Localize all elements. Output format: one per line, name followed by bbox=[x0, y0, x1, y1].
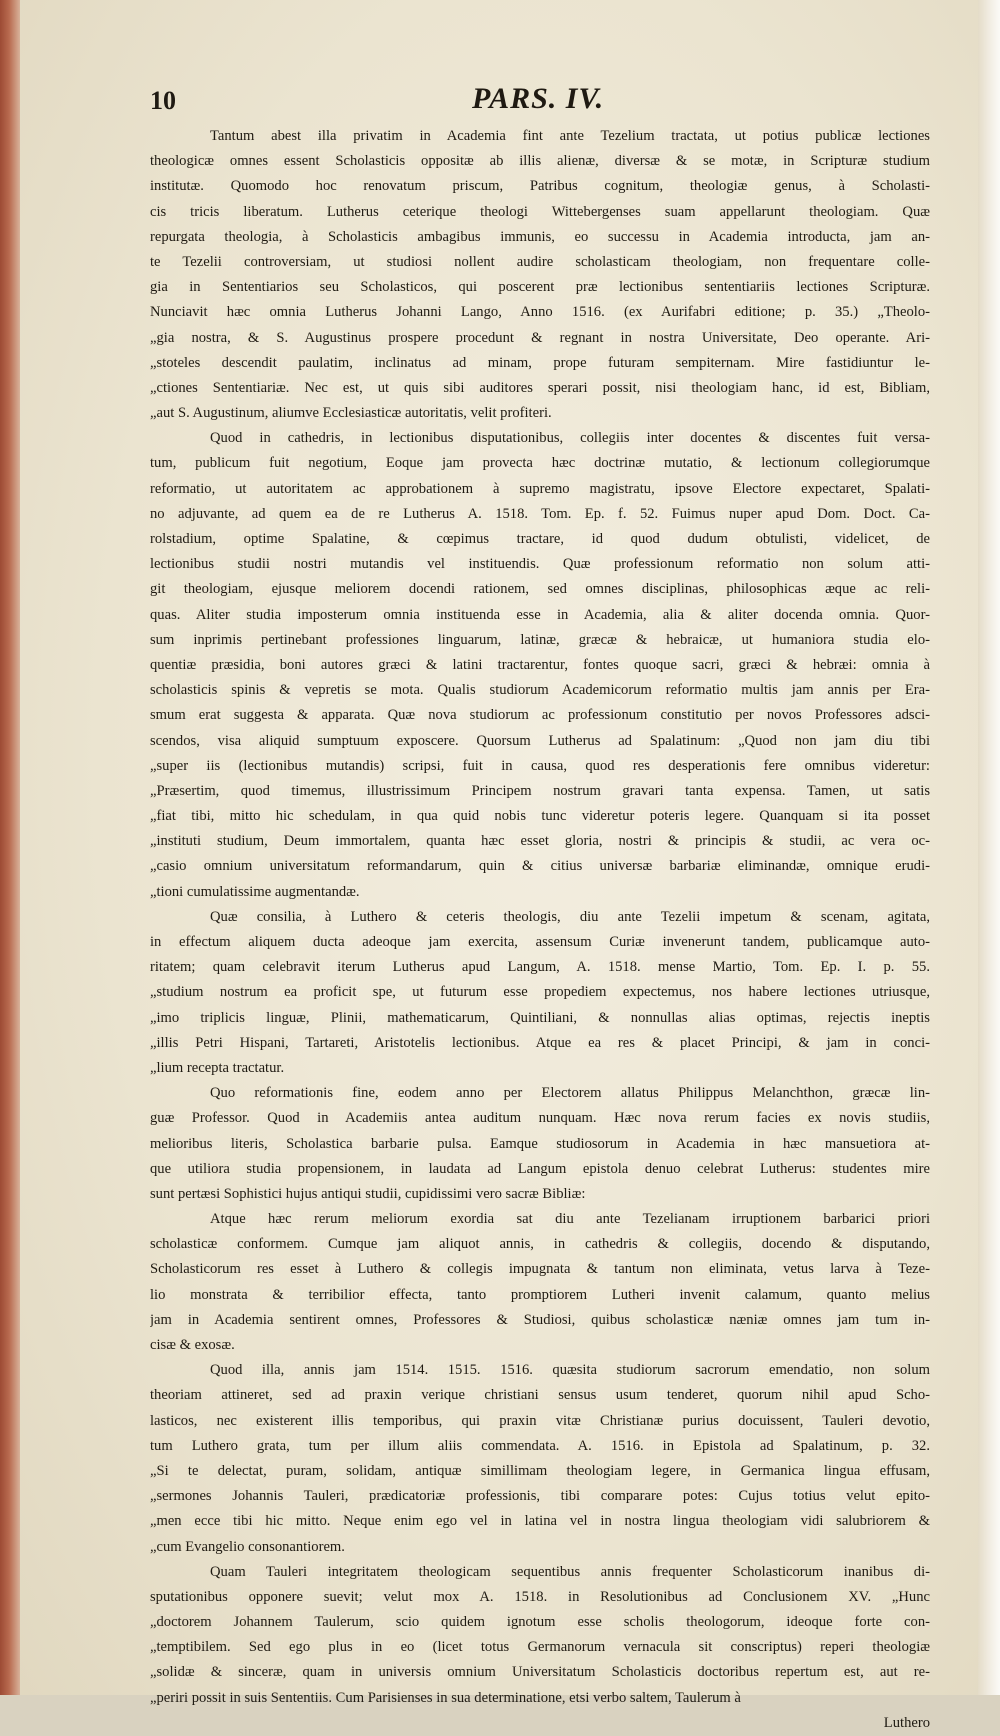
paragraph bbox=[150, 1081, 930, 1207]
text-line: scholasticis spinis & vepretis se mota. Qualis studiorum Academicorum reformatio multis jam annis per Era- bbox=[150, 682, 930, 699]
text-line: lasticos, nec existerent illis temporibus, qui praxin vitæ Christianæ purius docuissent, Tauleri devotio, bbox=[150, 1412, 930, 1429]
text-line: „cum Evangelio consonantiorem. bbox=[150, 1538, 345, 1555]
text-line: tum Luthero grata, tum per illum aliis commendata. A. 1516. in Epistola ad Spalatinum, p. 32. bbox=[150, 1437, 930, 1454]
text-line: Quo reformationis fine, eodem anno per Electorem allatus Philippus Melanchthon, græcæ lin- bbox=[210, 1085, 930, 1102]
text-line: ritatem; quam celebravit iterum Lutherus apud Langum, A. 1518. mense Martio, Tom. Ep. I. p. 55. bbox=[150, 959, 930, 976]
text-line: Atque hæc rerum meliorum exordia sat diu ante Tezelianam irruptionem barbarici priori bbox=[210, 1211, 930, 1228]
text-line: „gia nostra, & S. Augustinus prospere procedunt & regnant in nostra Universitate, Deo operante. Ari- bbox=[150, 329, 930, 346]
text-line: „temptibilem. Sed ego plus in eo (licet totus Germanorum vernacula sit conscriptus) reperi theologiæ bbox=[150, 1639, 930, 1656]
page-number: 10 bbox=[150, 86, 176, 115]
paragraph bbox=[150, 1560, 930, 1711]
text-line: „tioni cumulatissime augmentandæ. bbox=[150, 883, 360, 900]
text-line: „doctorem Johannem Taulerum, scio quidem ignotum esse scholis theologorum, ideoque forte con- bbox=[150, 1614, 930, 1631]
text-line: quas. Aliter studia imposterum omnia instituenda esse in Academia, alia & aliter docenda omnia. Quor- bbox=[150, 606, 930, 623]
paragraph bbox=[150, 426, 930, 905]
text-line: guæ Professor. Quod in Academiis antea auditum nunquam. Hæc nova rerum facies ex novis studiis, bbox=[150, 1110, 930, 1127]
text-line: „solidæ & sinceræ, quam in universis omnium Universitatum Scholasticis doctoribus repertum est, aut re- bbox=[150, 1664, 930, 1681]
text-line: sunt pertæsi Sophistici hujus antiqui studii, cupidissimi vero sacræ Bibliæ: bbox=[150, 1185, 586, 1202]
text-line: „casio omnium universitatum reformandarum, quin & citius universæ barbariæ eliminandæ, omnique erudi- bbox=[150, 858, 930, 875]
text-line: „men ecce tibi hic mitto. Neque enim ego vel in latina vel in nostra lingua theologiam vidi salubriorem & bbox=[150, 1513, 930, 1530]
text-line: Tantum abest illa privatim in Academia fint ante Tezelium tractata, ut potius publicæ lectiones bbox=[210, 128, 930, 144]
text-line: „instituti studium, Deum immortalem, quanta hæc esset gloria, nostri & principis & studii, ac vera oc- bbox=[150, 833, 930, 850]
text-line: sputationibus opponere suevit; velut mox A. 1518. in Resolutionibus ad Conclusionem XV. „Hunc bbox=[150, 1588, 930, 1605]
text-line: Scholasticorum res esset à Luthero & collegis impugnata & tantum non eliminata, vetus larva à Teze- bbox=[150, 1261, 930, 1278]
text-line: „sermones Johannis Tauleri, prædicatoriæ professionis, tibi comparare potes: Cujus totius velut epito- bbox=[150, 1488, 930, 1505]
text-line: melioribus literis, Scholastica barbarie pulsa. Eamque studiosorum in Academia in hæc mansuetiora at- bbox=[150, 1135, 930, 1152]
body-text bbox=[150, 124, 930, 1711]
text-line: git theologiam, ejusque meliorem docendi rationem, sed omnes disciplinas, philosophicas æque ac reli- bbox=[150, 581, 930, 598]
next-page-edge bbox=[978, 0, 1000, 1695]
text-line: scendos, visa aliquid sumptuum exposcere. Quorsum Lutherus ad Spalatinum: „Quod non jam diu tibi bbox=[150, 732, 930, 749]
text-line: cis tricis liberatum. Lutherus ceterique theologi Wittebergenses suam appellarunt theologiam. Quæ bbox=[150, 203, 930, 220]
text-line: Quod illa, annis jam 1514. 1515. 1516. quæsita studiorum sacrorum emendatio, non solum bbox=[210, 1362, 930, 1379]
text-line: „aut S. Augustinum, aliumve Ecclesiasticæ autoritatis, velit profiteri. bbox=[150, 405, 552, 422]
text-line: lio monstrata & terribilior effecta, tanto promptiorem Lutheri invenit calamum, quanto melius bbox=[150, 1286, 930, 1303]
text-line: scholasticæ conformem. Cumque jam aliquot annis, in cathedris & collegiis, docendo & disputando, bbox=[150, 1236, 930, 1253]
paragraph bbox=[150, 124, 930, 426]
book-spine-edge bbox=[0, 0, 20, 1695]
text-line: rolstadium, optime Spalatine, & cœpimus tractare, id quod dudum obtulisti, videlicet, de bbox=[150, 531, 930, 547]
text-line: in effectum aliquem ducta adeoque jam exercita, assensum Curiæ invenerunt tandem, publicamque auto- bbox=[150, 934, 930, 950]
running-head: PARS. IV. bbox=[472, 82, 605, 115]
text-line: jam in Academia sentirent omnes, Professores & Studiosi, quibus scholasticæ næniæ omnes jam tum in- bbox=[150, 1311, 930, 1328]
text-line: „lium recepta tractatur. bbox=[150, 1059, 285, 1076]
text-line: „ctiones Sententiariæ. Nec est, ut quis sibi auditores sperari possit, nisi theologiam hanc, id est, Bibliam, bbox=[150, 379, 930, 396]
text-line: que utiliora studia propensionem, in laudata ad Langum epistola denuo celebrat Lutherus: studentes mire bbox=[150, 1160, 930, 1177]
text-line: „Præsertim, quod timemus, illustrissimum Principem nostrum gravari tanta expensa. Tamen, ut satis bbox=[150, 782, 930, 799]
text-line: „illis Petri Hispani, Tartareti, Aristotelis lectionibus. Atque ea res & placet Principi, & jam in conci- bbox=[150, 1034, 930, 1051]
text-line: Quod in cathedris, in lectionibus disputationibus, collegiis inter docentes & discentes fuit versa- bbox=[210, 430, 930, 447]
text-line: theoriam attineret, sed ad praxin verique christiani sensus usum tenderet, quorum nihil apud Scho- bbox=[150, 1387, 930, 1404]
text-line: tum, publicum fuit negotium, Eoque jam provecta hæc doctrinæ mutatio, & lectionum collegiorumque bbox=[150, 455, 930, 472]
text-line: institutæ. Quomodo hoc renovatum priscum, Patribus cognitum, theologiæ genus, à Scholasti- bbox=[150, 178, 930, 195]
text-line: Quæ consilia, à Luthero & ceteris theologis, diu ante Tezelii impetum & scenam, agitata, bbox=[210, 908, 930, 925]
text-line: „imo triplicis linguæ, Plinii, mathematicarum, Quintiliani, & nonnullas alias optimas, rejectis ineptis bbox=[150, 1009, 930, 1026]
text-line: theologicæ omnes essent Scholasticis oppositæ ab illis alienæ, diversæ & se motæ, in Scripturæ studium bbox=[150, 153, 930, 170]
text-line: lectionibus studii nostri mutandis vel instituendis. Quæ professionum reformatio non solum atti- bbox=[150, 556, 930, 573]
text-line: gia in Sententiarios seu Scholasticos, qui poscerent præ lectionibus sententiariis lectiones Scripturæ. bbox=[150, 279, 930, 296]
text-line: cisæ & exosæ. bbox=[150, 1337, 235, 1353]
text-line: sum inprimis pertinebant professiones linguarum, latinæ, græcæ & hebraicæ, ut humaniora studia elo- bbox=[150, 631, 930, 648]
text-line: te Tezelii controversiam, ut studiosi nollent audire scholasticam theologiam, non frequentare colle- bbox=[150, 253, 930, 270]
paragraph bbox=[150, 905, 930, 1081]
text-line: Quam Tauleri integritatem theologicam sequentibus annis frequenter Scholasticorum inanibus di- bbox=[210, 1563, 930, 1580]
text-line: „stoteles descendit paulatim, inclinatus ad minam, prope futuram sempiternam. Mire fastidiuntur le- bbox=[150, 354, 930, 371]
catchword: Luthero bbox=[883, 1714, 930, 1731]
text-line: no adjuvante, ad quem ea de re Lutherus A. 1518. Tom. Ep. f. 52. Fuimus nuper apud Dom. Doct. Ca- bbox=[150, 505, 930, 522]
text-line: „super iis (lectionibus mutandis) scripsi, fuit in causa, quod res desperationis fere omnibus videretur: bbox=[150, 757, 930, 774]
page-content bbox=[150, 80, 930, 1731]
paragraph bbox=[150, 1207, 930, 1358]
text-line: smum erat suggesta & apparata. Quæ nova studiorum ac professionum constitutio per novos Professores adsci- bbox=[150, 707, 930, 724]
text-line: „periri possit in suis Sententiis. Cum Parisienses in sua determinatione, etsi verbo saltem, Taulerum à bbox=[150, 1689, 741, 1706]
text-line: „fiat tibi, mitto hic schedulam, in qua quid nobis tunc videretur poteris legere. Quanquam si ita posset bbox=[150, 808, 930, 825]
text-line: Nunciavit hæc omnia Lutherus Johanni Lango, Anno 1516. (ex Aurifabri editione; p. 35.) „Theolo- bbox=[150, 304, 930, 321]
page-header bbox=[150, 80, 930, 124]
text-line: reformatio, ut autoritatem ac approbationem à supremo magistratu, ipsove Electore expectaret, Spalati- bbox=[150, 480, 930, 497]
text-line: „studium nostrum ea proficit spe, ut futurum esse propediem expectemus, nos habere lectiones utriusque, bbox=[150, 984, 930, 1001]
text-line: quentiæ præsidia, boni autores græci & latini tractarentur, fontes quoque sacri, græci & hebræi: omnia à bbox=[150, 656, 930, 673]
paragraph bbox=[150, 1358, 930, 1560]
text-line: „Si te delectat, puram, solidam, antiquæ simillimam theologiam legere, in Germanica lingua effusam, bbox=[150, 1462, 930, 1479]
text-line: repurgata theologia, à Scholasticis ambagibus immunis, eo successu in Academia introducta, jam an- bbox=[150, 228, 930, 245]
